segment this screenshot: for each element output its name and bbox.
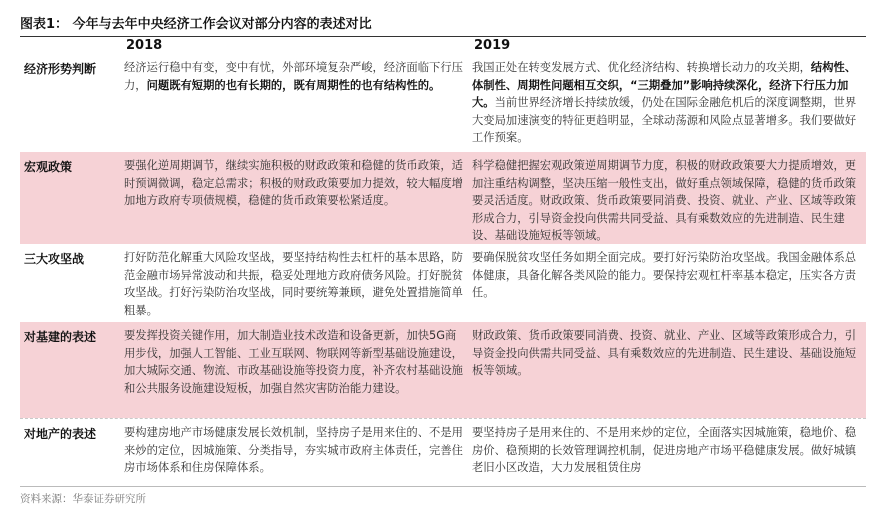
table-title: 图表1： 今年与去年中央经济工作会议对部分内容的表述对比 xyxy=(20,17,372,32)
row-label: 对地产的表述 xyxy=(24,427,97,441)
year-header-2019: 2019 xyxy=(474,38,511,53)
cell-bold-text: 问题既有短期的也有长期的，既有周期性的也有结构性的。 xyxy=(146,78,441,92)
cell-2018: 要发挥投资关键作用，加大制造业技术改造和设备更新，加快5G商用步伐，加强人工智能、工业互联网、物联网等新型基础设施建设，加大城际交通、物流、市政基础设施等投资力度，补齐农村基础设施和公共服务设施建设短板，加强自然灾害防治能力建设。 xyxy=(124,329,463,395)
cell-2019: 财政政策、货币政策要同消费、投资、就业、产业、区域等政策形成合力，引导资金投向供需共同受益、具有乘数效应的先进制造、民生建设、基础设施短板等领域。 xyxy=(472,329,857,378)
table-title-bar xyxy=(20,10,866,37)
row-real-estate xyxy=(20,418,866,485)
cell-2018: 打好防范化解重大风险攻坚战，要坚持结构性去杠杆的基本思路，防范金融市场异常波动和共振，稳妥处理地方政府债务风险。打好脱贫攻坚战。打好污染防治攻坚战，同时要统筹兼顾，避免处置措施简单粗暴。 xyxy=(124,251,463,317)
row-economic-situation xyxy=(20,54,866,152)
row-macro-policy xyxy=(20,152,866,244)
row-label: 三大攻坚战 xyxy=(24,252,85,266)
cell-2018: 要强化逆周期调节，继续实施积极的财政政策和稳健的货币政策，适时预调微调，稳定总需求；积极的财政政策要加力提效，较大幅度增加地方政府专项债规模，稳健的货币政策要松紧适度。 xyxy=(124,159,463,208)
row-infrastructure xyxy=(20,322,866,418)
cell-text: 经济运行稳中有变，变中有忧，外部环境复杂严峻，经济面临下行压力， xyxy=(124,61,463,92)
year-header-2018: 2018 xyxy=(126,38,163,53)
row-label: 宏观政策 xyxy=(24,160,73,174)
source-note: 资料来源：华泰证券研究所 xyxy=(20,486,866,506)
cell-2018: 要构建房地产市场健康发展长效机制，坚持房子是用来住的、不是用来炒的定位，因城施策、分类指导，夯实城市政府主体责任，完善住房市场体系和住房保障体系。 xyxy=(124,426,463,475)
row-three-battles xyxy=(20,244,866,322)
cell-2018 xyxy=(124,59,464,94)
row-label: 对基建的表述 xyxy=(24,330,97,344)
cell-2019 xyxy=(472,59,864,147)
cell-bold-text: 结构性、体制性、周期性问题相互交织，“三期叠加”影响持续深化，经济下行压力加大。 xyxy=(472,61,857,110)
cell-2019: 要确保脱贫攻坚任务如期全面完成。要打好污染防治攻坚战。我国金融体系总体健康，具备化解各类风险的能力。要保持宏观杠杆率基本稳定，压实各方责任。 xyxy=(472,251,857,300)
cell-text: 当前世界经济增长持续放缓，仍处在国际金融危机后的深度调整期，世界大变局加速演变的特征更趋明显，全球动荡源和风险点显著增多。我们要做好工作预案。 xyxy=(472,96,857,145)
cell-2019: 科学稳健把握宏观政策逆周期调节力度，积极的财政政策要大力提质增效，更加注重结构调整，坚决压缩一般性支出，做好重点领域保障，稳健的货币政策要灵活适度。财政政策、货币政策要同消费、投资、就业、产业、区域等政策形成合力，引导资金投向供需共同受益、具有乘数效应的先进制造、民生建设、基础设施短板等领域。 xyxy=(472,159,857,243)
cell-2019: 要坚持房子是用来住的、不是用来炒的定位，全面落实因城施策，稳地价、稳房价、稳预期的长效管理调控机制，促进房地产市场平稳健康发展。做好城镇老旧小区改造，大力发展租赁住房 xyxy=(472,426,857,475)
cell-text: 我国正处在转变发展方式、优化经济结构、转换增长动力的攻关期， xyxy=(472,61,811,74)
row-label: 经济形势判断 xyxy=(24,62,97,76)
